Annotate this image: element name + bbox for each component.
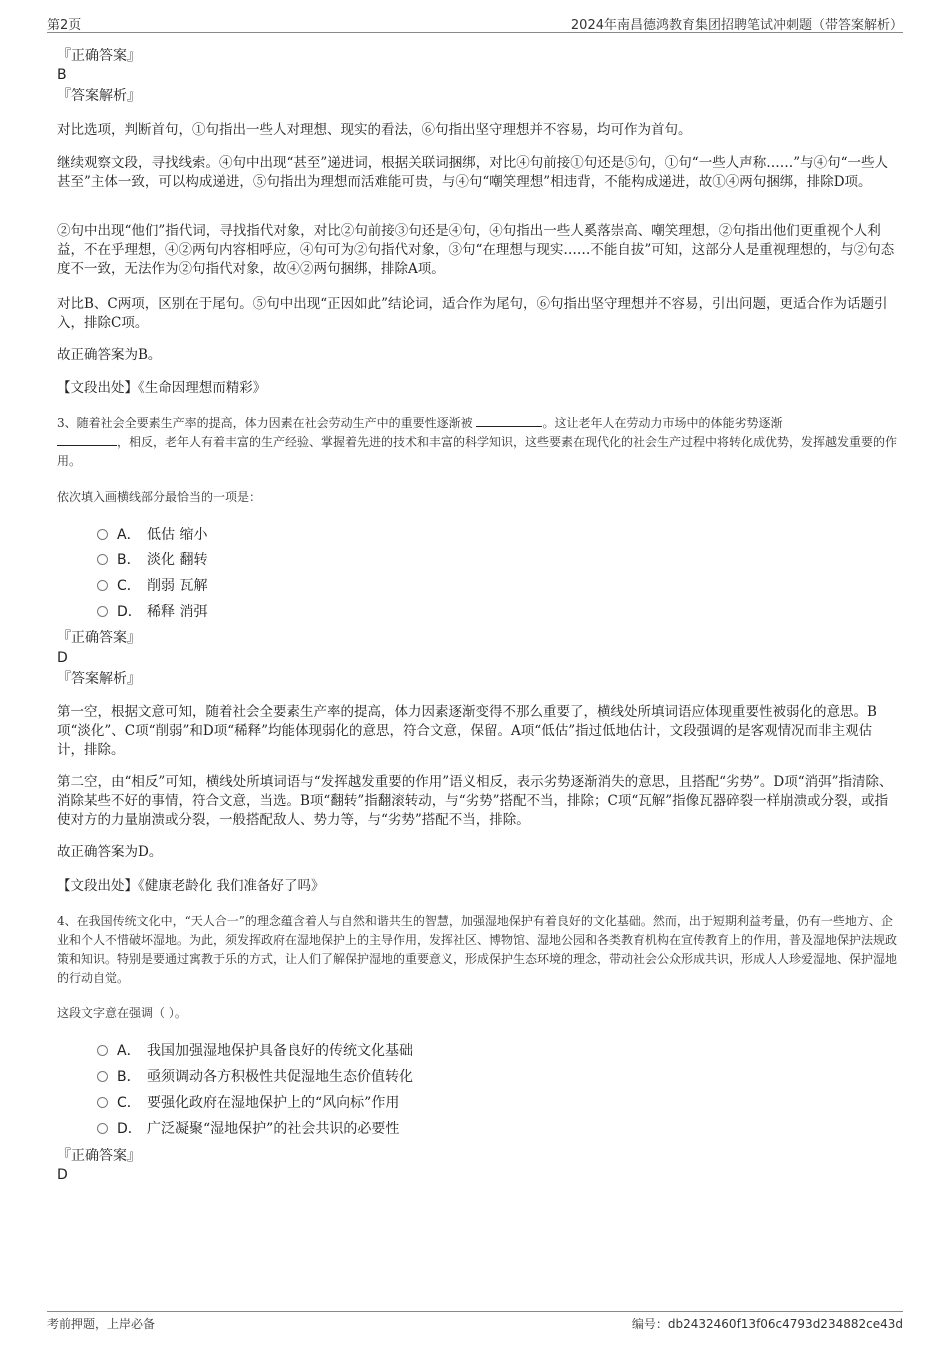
page-header — [47, 14, 903, 33]
option-a[interactable]: A． 我国加强湿地保护具备良好的传统文化基础 — [97, 1041, 413, 1061]
radio-icon[interactable] — [97, 580, 108, 591]
option-b[interactable]: B． 亟须调动各方积极性共促湿地生态价值转化 — [97, 1067, 413, 1087]
analysis-paragraph: 第二空，由“相反”可知，横线处所填词语与“发挥越发重要的作用”语义相反，表示劣势逐渐消失的意思，且搭配“劣势”。D项“消弭”指清除、消除某些不好的事情，符合文意，当选。B项“翻转”指翻滚转动，与“劣势”搭配不当，排除；C项“瓦解”指像瓦器碎裂一样崩溃或分裂，或指使对方的力量崩溃或分裂，一般搭配敌人、势力等，与“劣势”搭配不当，排除。 — [57, 774, 893, 828]
document-id: 编号：db2432460f13f06c4793d234882ce43d — [631, 1317, 903, 1331]
analysis-paragraph: ②句中出现“他们”指代词，寻找指代对象，对比②句前接③句还是④句，④句指出一些人奚落崇高、嘲笑理想，②句指出他们更重视个人利益，不在乎理想，④②两句内容相呼应，④句可为②句指代对象，③句“在理想与现实……不能自拔”可知，这部分人是重视理想的，与②句态度不一致，无法作为②句指代对象，故④②两句捆绑，排除A项。 — [57, 223, 895, 277]
answer-label: 『正确答案』 — [57, 630, 141, 646]
radio-icon[interactable] — [97, 1123, 108, 1134]
analysis-paragraph: 继续观察文段，寻找线索。④句中出现“甚至”递进词，根据关联词捆绑，对比④句前接①句还是⑤句，①句“一些人声称……”与④句“一些人甚至”主体一致，可以构成递进，⑤句指出为理想而活难能可贵，与④句“嘲笑理想”相违背，不能构成递进，故①④两句捆绑，排除D项。 — [57, 155, 889, 190]
option-c[interactable]: C． 要强化政府在湿地保护上的“风向标”作用 — [97, 1093, 399, 1113]
question-text: 4、在我国传统文化中，“天人合一”的理念蕴含着人与自然和谐共生的智慧，加强湿地保护有着良好的文化基础。然而，出于短期利益考量，仍有一些地方、企业和个人不惜破坏湿地。为此，须发挥政府在湿地保护上的主导作用，发挥社区、博物馆、湿地公园和各类教育机构在宣传教育上的作用，普及湿地保护法规政策和知识。特别是要通过寓教于乐的方式，让人们了解保护湿地的重要意义，形成保护生态环境的理念，带动社会公众形成共识，形成人人珍爱湿地、保护湿地的行动自觉。 — [57, 914, 898, 985]
analysis-label: 『答案解析』 — [57, 88, 141, 104]
radio-icon[interactable] — [97, 606, 108, 617]
radio-icon[interactable] — [97, 1071, 108, 1082]
answer-label: 『正确答案』 — [57, 1148, 141, 1164]
option-d[interactable]: D． 广泛凝聚“湿地保护”的社会共识的必要性 — [97, 1119, 399, 1139]
page-footer — [47, 1311, 903, 1334]
radio-icon[interactable] — [97, 529, 108, 540]
option-c[interactable]: C． 削弱 瓦解 — [97, 576, 207, 596]
analysis-paragraph: 故正确答案为D。 — [57, 844, 163, 860]
answer-label: 『正确答案』 — [57, 48, 141, 64]
footer-slogan: 考前押题，上岸必备 — [47, 1317, 156, 1331]
question-prompt: 这段文字意在强调（ ）。 — [57, 1006, 187, 1020]
option-d[interactable]: D． 稀释 消弭 — [97, 602, 207, 622]
analysis-paragraph: 对比选项，判断首句，①句指出一些人对理想、现实的看法，⑥句指出坚守理想并不容易，均可作为首句。 — [57, 122, 692, 138]
question-text: 3、随着社会全要素生产率的提高，体力因素在社会劳动生产中的重要性逐渐被 。这让老年人在劳动力市场中的体能劣势逐渐 ，相反，老年人有着丰富的生产经验、掌握着先进的技术和丰富的科学知识，这些要素在现代化的社会生产过程中将转化成优势，发挥越发重要的作用。 — [57, 416, 898, 468]
source-citation: 【文段出处】《生命因理想而精彩》 — [57, 380, 267, 396]
source-citation: 【文段出处】《健康老龄化 我们准备好了吗》 — [57, 878, 325, 894]
question-prompt: 依次填入画横线部分最恰当的一项是： — [57, 490, 262, 504]
option-a[interactable]: A． 低估 缩小 — [97, 525, 207, 545]
correct-answer: B — [57, 67, 67, 83]
page-number: 第2页 — [47, 18, 82, 33]
radio-icon[interactable] — [97, 1045, 108, 1056]
correct-answer: D — [57, 1167, 68, 1183]
document-title: 2024年南昌德鸿教育集团招聘笔试冲刺题（带答案解析） — [570, 18, 903, 33]
radio-icon[interactable] — [97, 554, 108, 565]
option-b[interactable]: B． 淡化 翻转 — [97, 550, 207, 570]
analysis-paragraph: 第一空，根据文意可知，随着社会全要素生产率的提高，体力因素逐渐变得不那么重要了，横线处所填词语应体现重要性被弱化的意思。B项“淡化”、C项“削弱”和D项“稀释”均能体现弱化的意思，符合文意，保留。A项“低估”指过低地估计，文段强调的是客观情况而非主观估计，排除。 — [57, 704, 877, 758]
analysis-label: 『答案解析』 — [57, 671, 141, 687]
analysis-paragraph: 对比B、C两项，区别在于尾句。⑤句中出现“正因如此”结论词，适合作为尾句，⑥句指出坚守理想并不容易，引出问题，更适合作为话题引入，排除C项。 — [57, 296, 888, 331]
correct-answer: D — [57, 650, 68, 666]
radio-icon[interactable] — [97, 1097, 108, 1108]
analysis-paragraph: 故正确答案为B。 — [57, 347, 162, 363]
